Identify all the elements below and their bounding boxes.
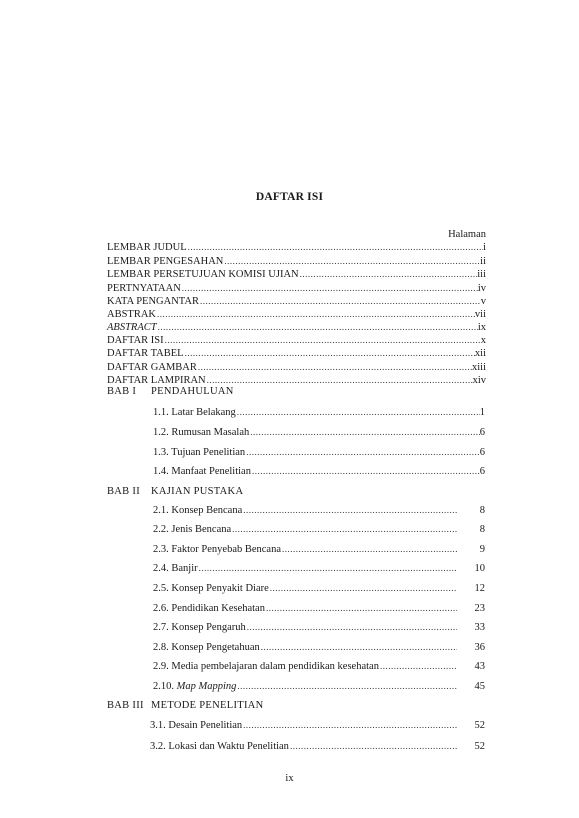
toc-entry-page: xii: [474, 348, 486, 359]
toc-entry: [107, 321, 486, 333]
leader-dots: [250, 426, 480, 438]
leader-dots: [158, 321, 478, 333]
toc-section-label: 2.5. Konsep Penyakit Diare: [153, 583, 269, 594]
toc-entry-label: DAFTAR GAMBAR: [107, 362, 197, 373]
toc-entry: [107, 268, 486, 280]
leader-dots: [252, 465, 480, 477]
toc-section-label: 1.2. Rumusan Masalah: [153, 427, 250, 438]
leader-dots: [290, 740, 457, 752]
toc-section: [153, 680, 485, 692]
toc-section-label: 1.1. Latar Belakang: [153, 407, 236, 418]
toc-section-label: 2.9. Media pembelajaran dalam pendidikan kesehatan: [153, 661, 379, 672]
toc-entry: [107, 361, 486, 373]
toc-entry: [107, 374, 486, 386]
toc-section-label: 3.1. Desain Penelitian: [150, 720, 243, 731]
toc-section-page: 8: [479, 505, 485, 516]
toc-entry-page: vii: [474, 309, 486, 320]
toc-section: [153, 406, 485, 418]
toc-section: [153, 523, 485, 535]
leader-dots: [157, 308, 475, 320]
chapter-number: BAB III: [107, 700, 144, 711]
chapter-heading: [107, 486, 243, 497]
page-title: DAFTAR ISI: [255, 191, 324, 203]
toc-entry-page: x: [480, 335, 486, 346]
toc-entry-page: ix: [477, 322, 486, 333]
toc-section-page: 12: [474, 583, 485, 594]
leader-dots: [246, 446, 480, 458]
toc-section-page: 52: [474, 741, 485, 752]
page-column-header: Halaman: [448, 229, 486, 240]
toc-section-page: 43: [474, 661, 485, 672]
toc-section-page: 6: [479, 466, 485, 477]
toc-section-page: 45: [474, 681, 485, 692]
toc-entry-label: PERTNYATAAN: [107, 283, 181, 294]
chapter-number: BAB I: [107, 386, 137, 397]
toc-section: [153, 562, 485, 574]
toc-entry-label: LEMBAR PENGESAHAN: [107, 256, 224, 267]
section-title-italic: Map Mapping: [176, 681, 237, 692]
chapter-number: BAB II: [107, 486, 141, 497]
chapter-heading: [107, 700, 264, 711]
toc-entry-label: ABSTRACT: [107, 322, 157, 333]
toc-entry-label: DAFTAR ISI: [107, 335, 164, 346]
toc-section: [153, 465, 485, 477]
toc-section-page: 6: [479, 447, 485, 458]
toc-section: [150, 719, 485, 731]
section-number: 2.10.: [153, 681, 174, 692]
toc-entry-label: DAFTAR LAMPIRAN: [107, 375, 206, 386]
leader-dots: [237, 680, 457, 692]
toc-section-label: 2.2. Jenis Bencana: [153, 524, 232, 535]
toc-entry-page: xiv: [472, 375, 486, 386]
toc-entry-label: LEMBAR PERSETUJUAN KOMISI UJIAN: [107, 269, 299, 280]
leader-dots: [207, 374, 473, 386]
toc-section: [153, 660, 485, 672]
leader-dots: [224, 255, 480, 267]
toc-entry: [107, 241, 486, 253]
toc-section-label: 1.4. Manfaat Penelitian: [153, 466, 251, 477]
toc-section: [153, 543, 485, 555]
toc-section: [153, 582, 485, 594]
toc-section-page: 23: [474, 603, 485, 614]
toc-entry-page: ii: [480, 256, 486, 267]
toc-section: [153, 621, 485, 633]
leader-dots: [300, 268, 478, 280]
toc-section-label: 3.2. Lokasi dan Waktu Penelitian: [150, 741, 289, 752]
toc-section-label: 2.3. Faktor Penyebab Bencana: [153, 544, 282, 555]
leader-dots: [200, 295, 481, 307]
chapter-title: PENDAHULUAN: [151, 386, 234, 397]
toc-entry: [107, 282, 486, 294]
leader-dots: [237, 406, 480, 418]
toc-entry-label: LEMBAR JUDUL: [107, 242, 187, 253]
leader-dots: [182, 282, 478, 294]
toc-entry: [107, 334, 486, 346]
toc-entry-page: v: [480, 296, 486, 307]
chapter-title: METODE PENELITIAN: [151, 700, 264, 711]
leader-dots: [282, 543, 457, 555]
page-number-footer: ix: [285, 773, 294, 784]
leader-dots: [261, 641, 457, 653]
leader-dots: [243, 719, 457, 731]
toc-section-page: 6: [479, 427, 485, 438]
toc-entry-page: i: [483, 242, 486, 253]
toc-section-label: 2.8. Konsep Pengetahuan: [153, 642, 260, 653]
toc-section: [153, 641, 485, 653]
toc-section-label: 2.1. Konsep Bencana: [153, 505, 243, 516]
toc-section-label: 2.4. Banjir: [153, 563, 198, 574]
toc-section-page: 52: [474, 720, 485, 731]
leader-dots: [198, 361, 472, 373]
leader-dots: [199, 562, 457, 574]
toc-entry: [107, 347, 486, 359]
toc-section-label: 1.3. Tujuan Penelitian: [153, 447, 246, 458]
leader-dots: [185, 347, 475, 359]
leader-dots: [232, 523, 457, 535]
toc-entry-label: DAFTAR TABEL: [107, 348, 184, 359]
chapter-title: KAJIAN PUSTAKA: [151, 486, 244, 497]
toc-entry-page: iii: [477, 269, 486, 280]
toc-section: [153, 446, 485, 458]
leader-dots: [188, 241, 483, 253]
toc-section-page: 10: [474, 563, 485, 574]
toc-section: [153, 426, 485, 438]
toc-section-page: 1: [479, 407, 485, 418]
leader-dots: [270, 582, 457, 594]
chapter-heading: [107, 386, 234, 397]
toc-section-page: 8: [479, 524, 485, 535]
toc-section: [150, 740, 485, 752]
leader-dots: [380, 660, 457, 672]
toc-section: [153, 602, 485, 614]
toc-entry-page: xiii: [471, 362, 486, 373]
toc-entry: [107, 255, 486, 267]
toc-entry-page: iv: [477, 283, 486, 294]
toc-entry-label: ABSTRAK: [107, 309, 157, 320]
toc-section-page: 36: [474, 642, 485, 653]
toc-section: [153, 504, 485, 516]
leader-dots: [243, 504, 457, 516]
toc-section-page: 33: [474, 622, 485, 633]
toc-entry: [107, 295, 486, 307]
toc-section-page: 9: [479, 544, 485, 555]
toc-entry: [107, 308, 486, 320]
toc-entry-label: KATA PENGANTAR: [107, 296, 199, 307]
leader-dots: [266, 602, 457, 614]
toc-section-label: 2.7. Konsep Pengaruh: [153, 622, 246, 633]
leader-dots: [247, 621, 457, 633]
toc-section-label: 2.6. Pendidikan Kesehatan: [153, 603, 265, 614]
toc-section-label: [153, 681, 236, 693]
leader-dots: [165, 334, 481, 346]
